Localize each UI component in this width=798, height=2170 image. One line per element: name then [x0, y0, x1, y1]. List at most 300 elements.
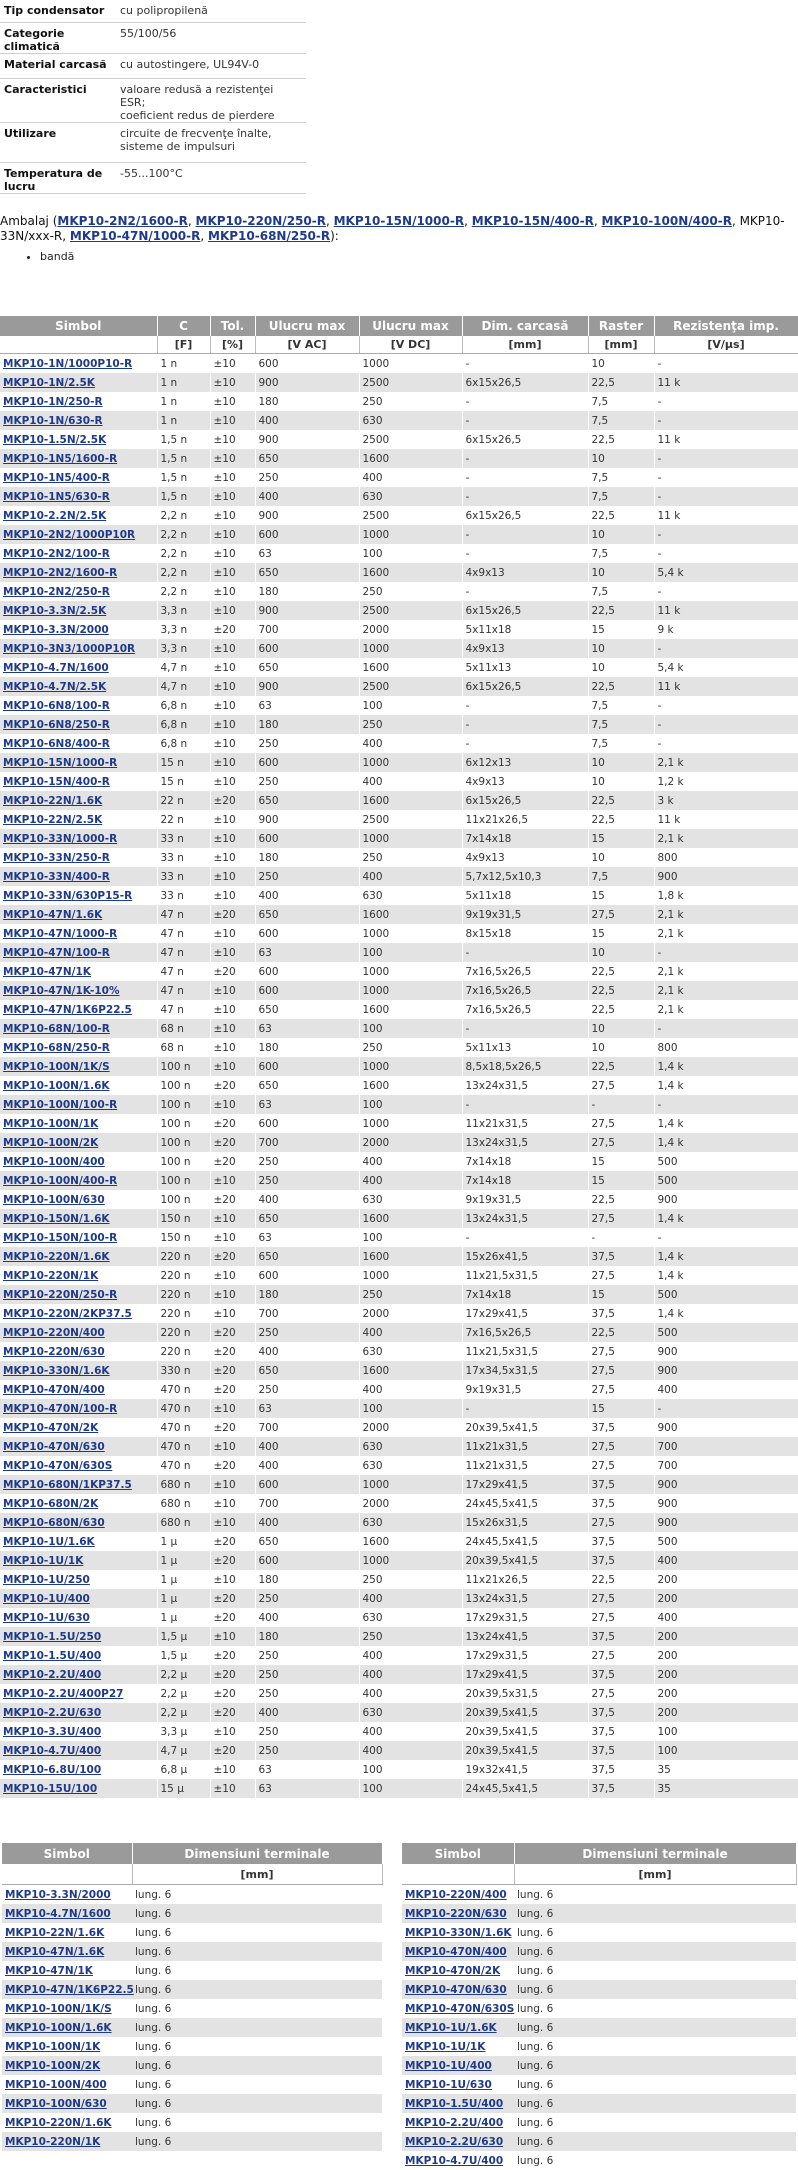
table-cell: 3,3 n: [157, 620, 210, 639]
product-link[interactable]: MKP10-1.5U/400: [3, 1649, 102, 1662]
table-cell: 180: [255, 848, 359, 867]
table-row: [0, 1266, 798, 1285]
table-cell: 37,5: [588, 1779, 654, 1798]
table-cell: ±10: [210, 753, 255, 772]
packaging-link[interactable]: MKP10-2N2/1600-R: [57, 214, 188, 228]
table-cell: [402, 2132, 514, 2151]
product-link[interactable]: MKP10-33N/400-R: [3, 870, 110, 883]
table-cell: [0, 677, 157, 696]
product-link[interactable]: MKP10-100N/1K: [3, 1117, 99, 1130]
table-cell: 150 n: [157, 1228, 210, 1247]
product-link[interactable]: MKP10-100N/400: [3, 1155, 105, 1168]
table-cell: 22,5: [588, 506, 654, 525]
product-link[interactable]: MKP10-470N/400: [3, 1383, 105, 1396]
unit-header: [mm]: [514, 1864, 796, 1885]
table-cell: 630: [359, 1190, 462, 1209]
table-cell: 22,5: [588, 1057, 654, 1076]
table-cell: [0, 1266, 157, 1285]
product-link[interactable]: MKP10-47N/1.6K: [5, 1945, 105, 1958]
product-link[interactable]: MKP10-470N/2K: [3, 1421, 99, 1434]
table-cell: [0, 1665, 157, 1684]
product-link[interactable]: MKP10-2N2/250-R: [3, 585, 110, 598]
table-cell: lung. 6: [517, 2116, 554, 2129]
table-cell: 35: [654, 1760, 798, 1779]
product-link[interactable]: MKP10-220N/400: [405, 1888, 507, 1901]
table-cell: 500: [654, 1171, 798, 1190]
unit-header: [0, 336, 157, 354]
table-cell: ±10: [210, 886, 255, 905]
packaging-link[interactable]: MKP10-68N/250-R: [208, 229, 331, 243]
table-cell: ±10: [210, 1285, 255, 1304]
table-row: [0, 1779, 798, 1798]
table-row: [2, 2075, 382, 2094]
product-link[interactable]: MKP10-22N/2.5K: [3, 813, 103, 826]
product-link[interactable]: MKP10-2N2/1600-R: [3, 566, 118, 579]
table-cell: [2, 2056, 132, 2075]
table-row: [0, 506, 798, 525]
table-cell: 900: [654, 1494, 798, 1513]
product-link[interactable]: MKP10-100N/400: [5, 2078, 107, 2091]
table-cell: 100: [654, 1741, 798, 1760]
packaging-link[interactable]: MKP10-47N/1000-R: [69, 229, 201, 243]
table-cell: 630: [359, 1437, 462, 1456]
table-cell: 15: [588, 829, 654, 848]
table-cell: 1,4 k: [654, 1247, 798, 1266]
table-cell: 7x14x18: [462, 829, 588, 848]
table-cell: lung. 6: [132, 2132, 382, 2151]
table-cell: 37,5: [588, 1741, 654, 1760]
table-cell: 900: [654, 1342, 798, 1361]
product-link[interactable]: MKP10-1N5/400-R: [3, 471, 110, 484]
product-link[interactable]: MKP10-220N/1K: [5, 2135, 101, 2148]
product-link[interactable]: MKP10-22N/1.6K: [3, 794, 103, 807]
table-cell: [0, 867, 157, 886]
product-link[interactable]: MKP10-470N/100-R: [3, 1402, 118, 1415]
table-cell: -: [654, 411, 798, 430]
table-cell: 27,5: [588, 1646, 654, 1665]
table-cell: 470 n: [157, 1456, 210, 1475]
table-cell: ±10: [210, 829, 255, 848]
table-cell: 400: [359, 468, 462, 487]
product-link[interactable]: MKP10-2.2N/2.5K: [3, 509, 107, 522]
table-cell: 400: [255, 886, 359, 905]
table-cell: 5x11x18: [462, 620, 588, 639]
product-link[interactable]: MKP10-3.3N/2000: [3, 623, 109, 636]
table-cell: [0, 392, 157, 411]
table-cell: 100 n: [157, 1171, 210, 1190]
table-cell: -: [654, 1399, 798, 1418]
product-link[interactable]: MKP10-47N/1000-R: [3, 927, 118, 940]
table-cell: -: [654, 1019, 798, 1038]
product-link[interactable]: MKP10-1U/400: [3, 1592, 90, 1605]
table-row: [0, 1399, 798, 1418]
table-cell: 650: [255, 449, 359, 468]
table-cell: ±20: [210, 1532, 255, 1551]
table-cell: ±10: [210, 1019, 255, 1038]
product-link[interactable]: MKP10-33N/630P15-R: [3, 889, 133, 902]
product-link[interactable]: MKP10-1N5/1600-R: [3, 452, 118, 465]
table-cell: 700: [255, 1494, 359, 1513]
table-cell: 20x39,5x31,5: [462, 1684, 588, 1703]
table-cell: 37,5: [588, 1418, 654, 1437]
table-row: [0, 1741, 798, 1760]
product-link[interactable]: MKP10-6N8/400-R: [3, 737, 110, 750]
product-link[interactable]: MKP10-47N/1.6K: [3, 908, 103, 921]
product-link[interactable]: MKP10-22N/1.6K: [5, 1926, 105, 1939]
product-link[interactable]: MKP10-2.2U/630: [405, 2135, 504, 2148]
product-link[interactable]: MKP10-220N/1K: [3, 1269, 99, 1282]
product-link[interactable]: MKP10-1.5N/2.5K: [3, 433, 107, 446]
table-cell: 1600: [359, 905, 462, 924]
table-cell: 700: [255, 1418, 359, 1437]
packaging-link[interactable]: MKP10-15N/1000-R: [333, 214, 465, 228]
table-cell: [0, 1779, 157, 1798]
product-link[interactable]: MKP10-15U/100: [3, 1782, 98, 1795]
table-cell: [402, 2113, 514, 2132]
product-link[interactable]: MKP10-68N/250-R: [3, 1041, 110, 1054]
table-cell: [0, 449, 157, 468]
table-cell: 250: [359, 848, 462, 867]
table-cell: ±20: [210, 1133, 255, 1152]
product-link[interactable]: MKP10-1U/1K: [405, 2040, 486, 2053]
column-header: Dim. carcasă: [462, 316, 588, 336]
product-link[interactable]: MKP10-15N/400-R: [3, 775, 110, 788]
table-cell: [0, 354, 157, 374]
table-cell: [0, 886, 157, 905]
packaging-list: [0, 250, 74, 263]
table-cell: [402, 1980, 514, 1999]
product-link[interactable]: MKP10-47N/1K: [5, 1964, 93, 1977]
product-link[interactable]: MKP10-100N/1.6K: [5, 2021, 112, 2034]
table-cell: 900: [654, 867, 798, 886]
product-link[interactable]: MKP10-100N/1K: [5, 2040, 101, 2053]
product-link[interactable]: MKP10-220N/400: [3, 1326, 105, 1339]
table-row: [0, 1038, 798, 1057]
product-link[interactable]: MKP10-4.7U/400: [405, 2154, 504, 2167]
table-cell: 33 n: [157, 829, 210, 848]
product-link[interactable]: MKP10-4.7U/400: [3, 1744, 102, 1757]
table-row: [0, 1095, 798, 1114]
product-link[interactable]: MKP10-1U/1K: [3, 1554, 84, 1567]
table-cell: 27,5: [588, 1361, 654, 1380]
product-link[interactable]: MKP10-4.7N/2.5K: [3, 680, 107, 693]
spec-row: [0, 22, 306, 53]
product-link[interactable]: MKP10-100N/2K: [5, 2059, 101, 2072]
product-link[interactable]: MKP10-100N/1.6K: [3, 1079, 110, 1092]
unit-header: [402, 1864, 514, 1885]
table-cell: [402, 1923, 514, 1942]
product-link[interactable]: MKP10-1.5U/400: [405, 2097, 504, 2110]
product-link[interactable]: MKP10-6N8/250-R: [3, 718, 110, 731]
table-cell: -: [462, 411, 588, 430]
product-link[interactable]: MKP10-33N/250-R: [3, 851, 110, 864]
product-link[interactable]: MKP10-2.2U/630: [3, 1706, 102, 1719]
table-row: [2, 2056, 382, 2075]
table-cell: 220 n: [157, 1323, 210, 1342]
product-link[interactable]: MKP10-100N/400-R: [3, 1174, 118, 1187]
table-cell: 100: [359, 1019, 462, 1038]
product-link[interactable]: MKP10-100N/630: [5, 2097, 107, 2110]
product-link[interactable]: MKP10-6N8/100-R: [3, 699, 110, 712]
product-link[interactable]: MKP10-2N2/100-R: [3, 547, 110, 560]
table-cell: [0, 810, 157, 829]
table-cell: lung. 6: [517, 2078, 554, 2091]
product-link[interactable]: MKP10-680N/1KP37.5: [3, 1478, 132, 1491]
table-cell: 11x21,5x31,5: [462, 1266, 588, 1285]
table-cell: 4,7 n: [157, 677, 210, 696]
table-cell: 250: [359, 392, 462, 411]
table-row: [2, 1904, 382, 1923]
table-cell: 630: [359, 1513, 462, 1532]
table-row: [402, 1999, 796, 2018]
product-link[interactable]: MKP10-1N/2.5K: [3, 376, 95, 389]
table-cell: [0, 1152, 157, 1171]
table-cell: 7x14x18: [462, 1171, 588, 1190]
product-link[interactable]: MKP10-1N/250-R: [3, 395, 103, 408]
table-row: [0, 1209, 798, 1228]
product-link[interactable]: MKP10-68N/100-R: [3, 1022, 110, 1035]
table-cell: 250: [359, 1570, 462, 1589]
table-row: [0, 1684, 798, 1703]
table-cell: 400: [255, 1456, 359, 1475]
table-cell: ±10: [210, 1171, 255, 1190]
table-cell: 7x16,5x26,5: [462, 981, 588, 1000]
product-link[interactable]: MKP10-100N/1K/S: [5, 2002, 112, 2015]
product-link[interactable]: MKP10-150N/1.6K: [3, 1212, 110, 1225]
spec-value: circuite de frecvenţe înalte, sisteme de impulsuri: [116, 122, 306, 162]
product-link[interactable]: MKP10-2.2U/400: [3, 1668, 102, 1681]
product-link[interactable]: MKP10-100N/630: [3, 1193, 105, 1206]
product-link[interactable]: MKP10-680N/2K: [3, 1497, 99, 1510]
spec-row: [0, 162, 306, 193]
product-link[interactable]: MKP10-470N/630S: [3, 1459, 113, 1472]
product-link[interactable]: MKP10-470N/2K: [405, 1964, 501, 1977]
product-link[interactable]: MKP10-220N/1.6K: [3, 1250, 110, 1263]
product-link[interactable]: MKP10-2N2/1000P10R: [3, 528, 136, 541]
table-cell: [0, 1361, 157, 1380]
table-cell: [0, 1551, 157, 1570]
table-cell: 200: [654, 1589, 798, 1608]
table-cell: 700: [654, 1437, 798, 1456]
table-cell: 1000: [359, 1266, 462, 1285]
table-cell: [402, 1999, 514, 2018]
table-cell: 400: [255, 487, 359, 506]
table-row: [0, 525, 798, 544]
table-cell: 37,5: [588, 1247, 654, 1266]
table-cell: 10: [588, 639, 654, 658]
table-row: [0, 639, 798, 658]
table-cell: 7,5: [588, 867, 654, 886]
table-cell: 100 n: [157, 1152, 210, 1171]
product-link[interactable]: MKP10-220N/2KP37.5: [3, 1307, 132, 1320]
table-row: [402, 1961, 796, 1980]
product-link[interactable]: MKP10-1U/250: [3, 1573, 90, 1586]
table-row: [0, 392, 798, 411]
column-header: Simbol: [2, 1843, 132, 1864]
table-cell: [0, 658, 157, 677]
product-link[interactable]: MKP10-1.5U/250: [3, 1630, 102, 1643]
product-link[interactable]: MKP10-470N/630S: [405, 2002, 515, 2015]
table-cell: 400: [359, 1722, 462, 1741]
product-link[interactable]: MKP10-2.2U/400: [405, 2116, 504, 2129]
table-cell: [0, 601, 157, 620]
table-cell: 5x11x13: [462, 1038, 588, 1057]
table-cell: 100: [359, 544, 462, 563]
product-link[interactable]: MKP10-47N/100-R: [3, 946, 110, 959]
table-cell: 2000: [359, 1418, 462, 1437]
table-cell: ±10: [210, 1399, 255, 1418]
table-cell: 600: [255, 981, 359, 1000]
product-link[interactable]: MKP10-15N/1000-R: [3, 756, 118, 769]
table-cell: 900: [654, 1190, 798, 1209]
column-header: Dimensiuni terminale: [514, 1843, 796, 1864]
product-link[interactable]: MKP10-3.3N/2.5K: [3, 604, 107, 617]
table-row: [402, 1923, 796, 1942]
table-cell: 1000: [359, 1057, 462, 1076]
packaging-link[interactable]: MKP10-15N/400-R: [471, 214, 594, 228]
table-cell: 400: [359, 1380, 462, 1399]
table-cell: -: [462, 1095, 588, 1114]
table-cell: 3,3 n: [157, 601, 210, 620]
product-link[interactable]: MKP10-220N/250-R: [3, 1288, 118, 1301]
table-header-row: [402, 1843, 796, 1864]
table-cell: 7,5: [588, 582, 654, 601]
table-cell: 15 n: [157, 753, 210, 772]
table-cell: -: [462, 392, 588, 411]
table-cell: 27,5: [588, 1684, 654, 1703]
product-link[interactable]: MKP10-330N/1.6K: [3, 1364, 110, 1377]
table-cell: 600: [255, 753, 359, 772]
table-row: [0, 981, 798, 1000]
table-cell: 2,1 k: [654, 924, 798, 943]
table-row: [0, 411, 798, 430]
product-link[interactable]: MKP10-3.3U/400: [3, 1725, 102, 1738]
product-link[interactable]: MKP10-47N/1K-10%: [3, 984, 120, 997]
product-link[interactable]: MKP10-220N/1.6K: [5, 2116, 112, 2129]
table-cell: lung. 6: [132, 2094, 382, 2113]
product-link[interactable]: MKP10-100N/100-R: [3, 1098, 118, 1111]
table-cell: 2500: [359, 810, 462, 829]
table-row: [402, 2075, 796, 2094]
table-cell: 2500: [359, 601, 462, 620]
packaging-link[interactable]: MKP10-220N/250-R: [195, 214, 326, 228]
product-link[interactable]: MKP10-470N/400: [405, 1945, 507, 1958]
product-link[interactable]: MKP10-1U/1.6K: [405, 2021, 497, 2034]
product-link[interactable]: MKP10-3N3/1000P10R: [3, 642, 136, 655]
table-cell: lung. 6: [132, 1904, 382, 1923]
product-link[interactable]: MKP10-1U/630: [405, 2078, 492, 2091]
table-cell: 700: [654, 1456, 798, 1475]
table-cell: 10: [588, 658, 654, 677]
product-link[interactable]: MKP10-220N/630: [3, 1345, 105, 1358]
product-link[interactable]: MKP10-1N/1000P10-R: [3, 357, 133, 370]
spec-row: [0, 78, 306, 122]
table-cell: 63: [255, 544, 359, 563]
table-row: [0, 753, 798, 772]
table-row: [2, 1999, 382, 2018]
product-link[interactable]: MKP10-470N/630: [405, 1983, 507, 1996]
table-cell: 250: [359, 1038, 462, 1057]
table-cell: ±10: [210, 696, 255, 715]
table-cell: 2000: [359, 620, 462, 639]
table-cell: 1,8 k: [654, 886, 798, 905]
table-cell: 20x39,5x41,5: [462, 1551, 588, 1570]
table-cell: 2,2 µ: [157, 1684, 210, 1703]
product-link[interactable]: MKP10-1U/400: [405, 2059, 492, 2072]
table-cell: 400: [654, 1551, 798, 1570]
table-cell: 10: [588, 772, 654, 791]
table-cell: 250: [359, 582, 462, 601]
table-cell: 600: [255, 354, 359, 374]
product-link[interactable]: MKP10-2.2U/400P27: [3, 1687, 124, 1700]
product-link[interactable]: MKP10-1N5/630-R: [3, 490, 110, 503]
table-cell: 47 n: [157, 924, 210, 943]
product-link[interactable]: MKP10-47N/1K6P22.5: [3, 1003, 132, 1016]
table-row: [0, 1152, 798, 1171]
table-cell: 47 n: [157, 905, 210, 924]
table-cell: 5,4 k: [654, 563, 798, 582]
product-link[interactable]: MKP10-47N/1K6P22.5: [5, 1983, 134, 1996]
product-link[interactable]: MKP10-6.8U/100: [3, 1763, 102, 1776]
table-cell: 1,4 k: [654, 1304, 798, 1323]
product-link[interactable]: MKP10-330N/1.6K: [405, 1926, 512, 1939]
product-link[interactable]: MKP10-1U/1.6K: [3, 1535, 95, 1548]
table-cell: 100: [359, 696, 462, 715]
table-cell: [0, 1760, 157, 1779]
table-cell: lung. 6: [517, 1888, 554, 1901]
product-link[interactable]: MKP10-100N/1K/S: [3, 1060, 110, 1073]
product-link[interactable]: MKP10-4.7N/1600: [5, 1907, 111, 1920]
product-link[interactable]: MKP10-1N/630-R: [3, 414, 103, 427]
table-cell: 600: [255, 1114, 359, 1133]
product-link[interactable]: MKP10-470N/630: [3, 1440, 105, 1453]
table-cell: [0, 1703, 157, 1722]
table-row: [0, 430, 798, 449]
packaging-link[interactable]: MKP10-100N/400-R: [601, 214, 732, 228]
table-cell: 220 n: [157, 1304, 210, 1323]
product-link[interactable]: MKP10-100N/2K: [3, 1136, 99, 1149]
product-link[interactable]: MKP10-1U/630: [3, 1611, 90, 1624]
table-row: [0, 829, 798, 848]
table-cell: -: [654, 1095, 798, 1114]
product-link[interactable]: MKP10-4.7N/1600: [3, 661, 109, 674]
column-header: Tol.: [210, 316, 255, 336]
table-cell: 2,1 k: [654, 753, 798, 772]
table-cell: ±10: [210, 677, 255, 696]
product-link[interactable]: MKP10-33N/1000-R: [3, 832, 118, 845]
table-cell: ±10: [210, 1057, 255, 1076]
product-link[interactable]: MKP10-47N/1K: [3, 965, 91, 978]
table-cell: [0, 620, 157, 639]
table-cell: 250: [255, 867, 359, 886]
table-cell: -: [462, 943, 588, 962]
table-cell: -: [654, 487, 798, 506]
table-cell: 17x29x31,5: [462, 1608, 588, 1627]
table-cell: 7x16,5x26,5: [462, 1323, 588, 1342]
product-link[interactable]: MKP10-150N/100-R: [3, 1231, 118, 1244]
table-cell: 17x29x31,5: [462, 1646, 588, 1665]
table-cell: 1600: [359, 1247, 462, 1266]
product-link[interactable]: MKP10-680N/630: [3, 1516, 105, 1529]
product-link[interactable]: MKP10-3.3N/2000: [5, 1888, 111, 1901]
table-cell: [0, 1494, 157, 1513]
table-cell: lung. 6: [517, 1926, 554, 1939]
table-cell: 4x9x13: [462, 563, 588, 582]
unit-header: [mm]: [132, 1864, 382, 1885]
table-cell: 1 µ: [157, 1532, 210, 1551]
table-cell: ±20: [210, 1646, 255, 1665]
product-link[interactable]: MKP10-220N/630: [405, 1907, 507, 1920]
